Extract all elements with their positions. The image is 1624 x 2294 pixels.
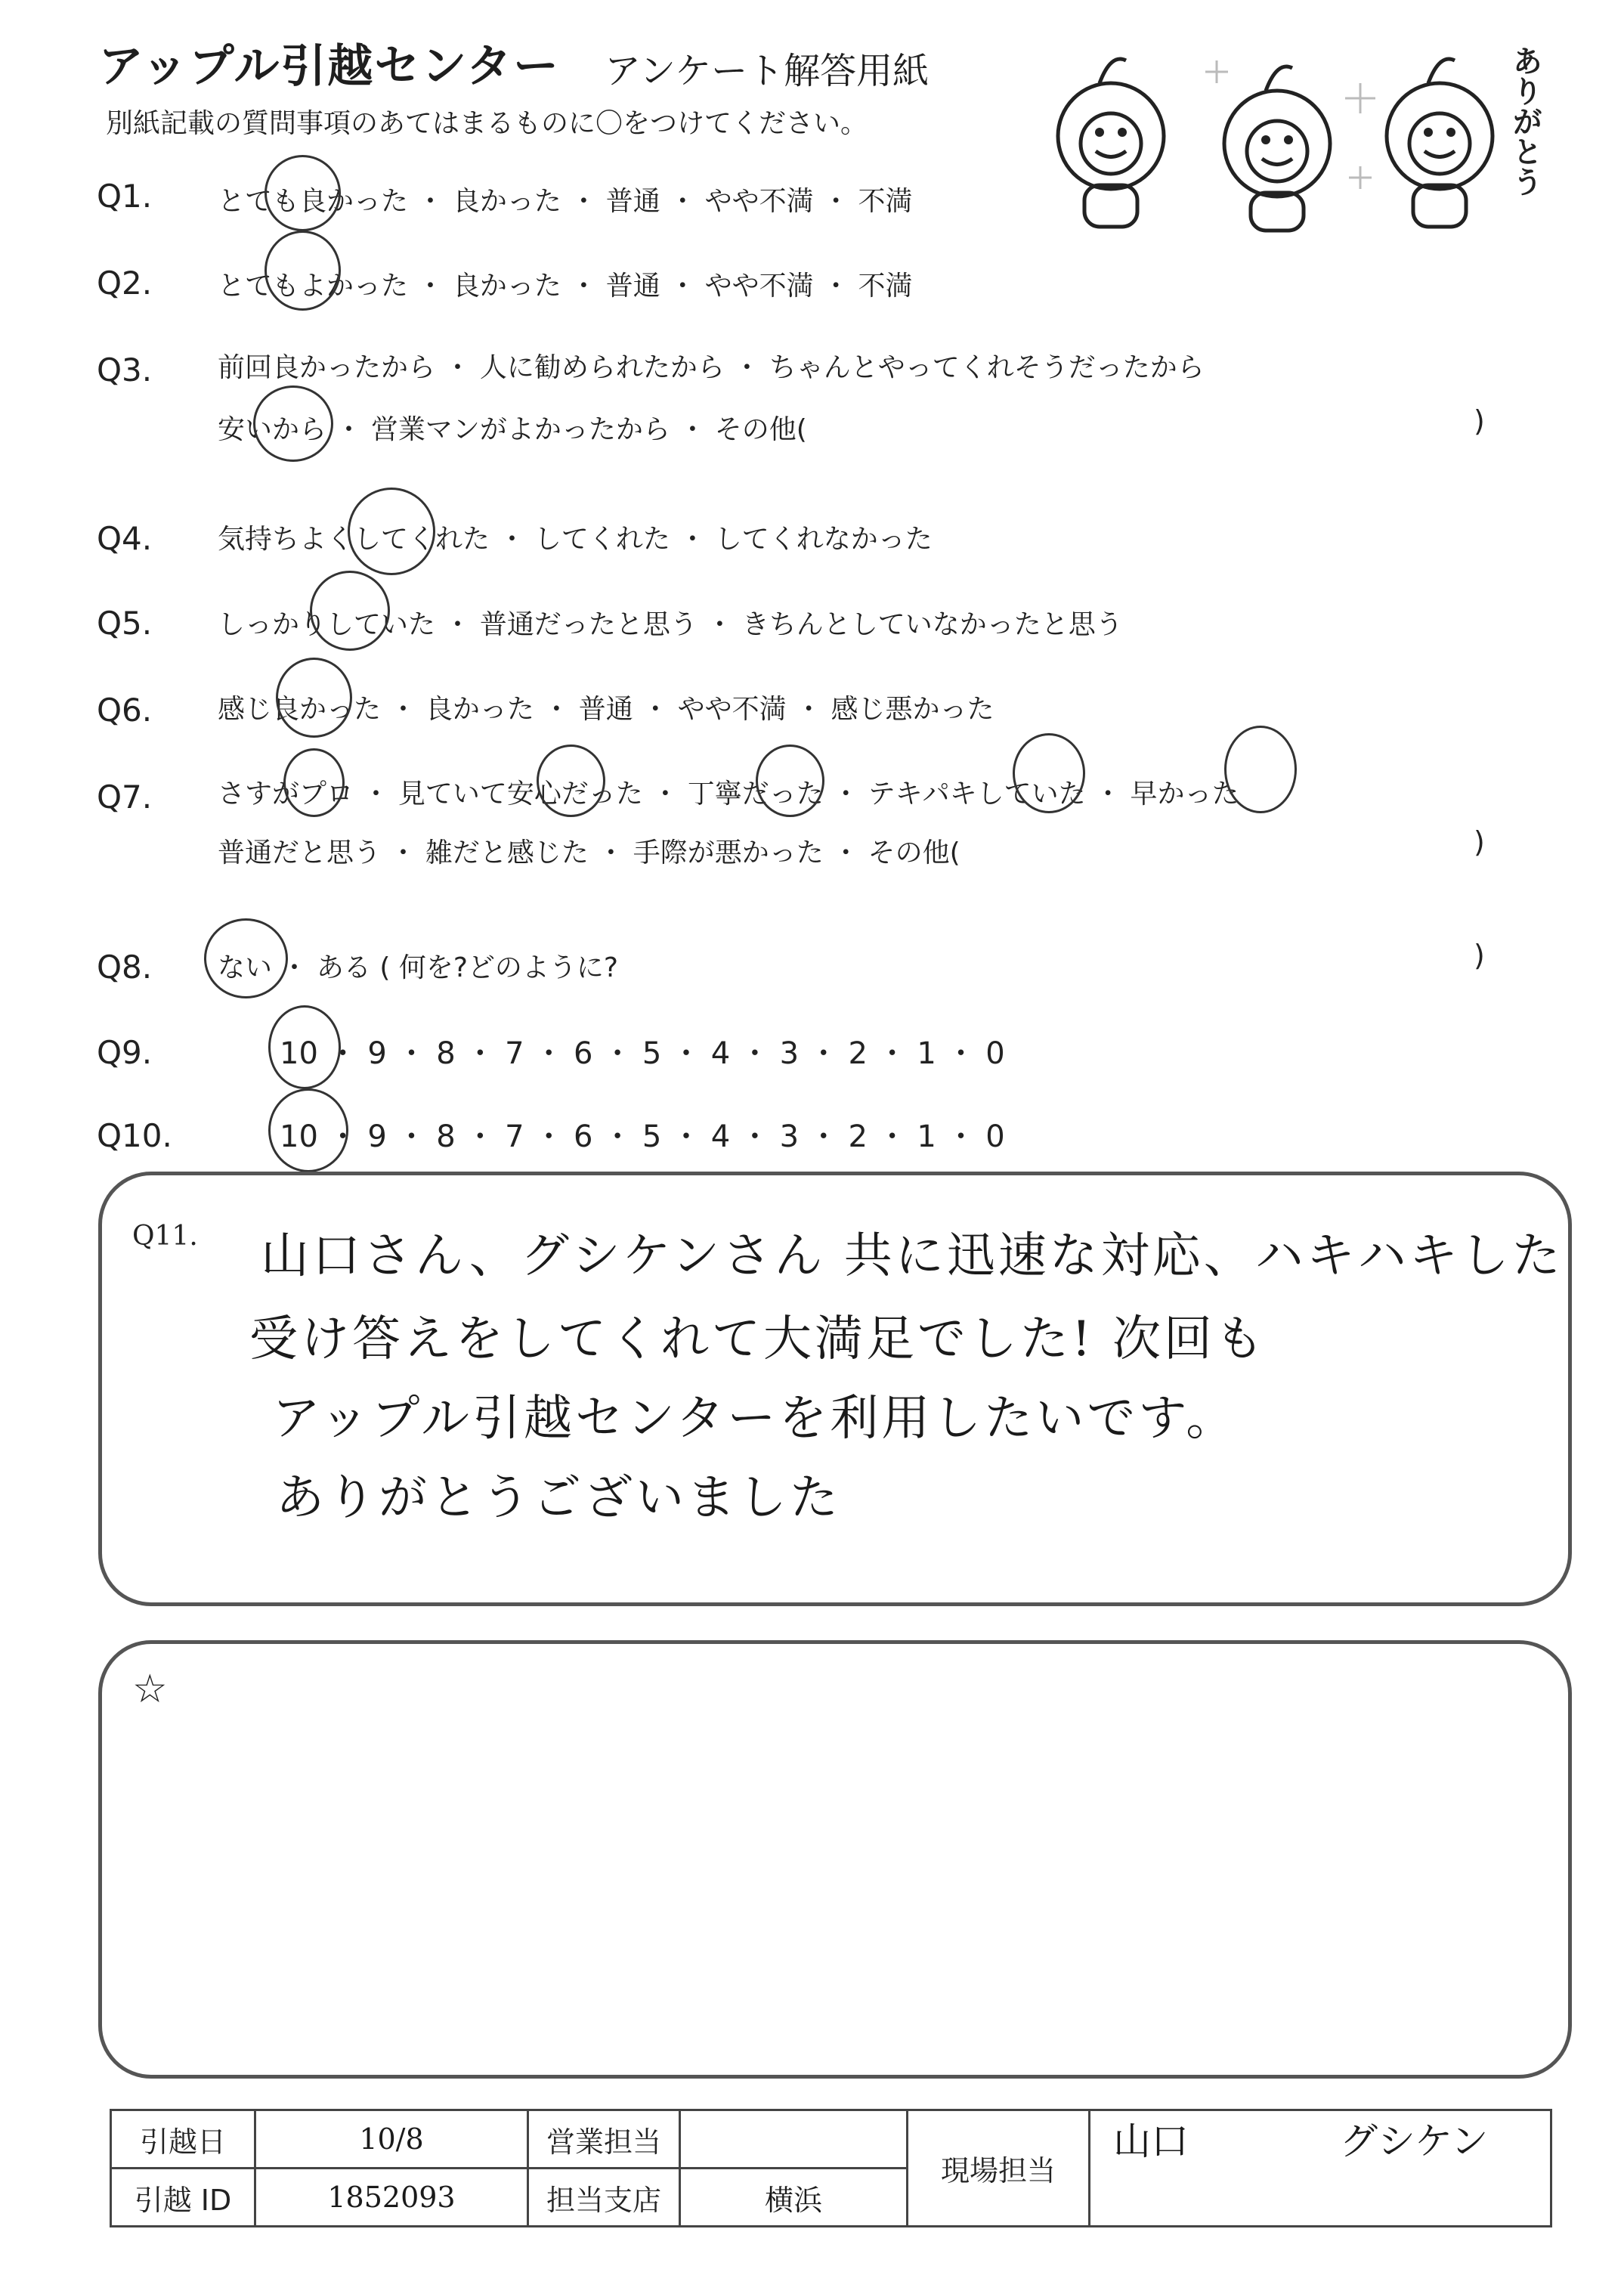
footer-table [110, 2109, 1552, 2227]
star-box [98, 1640, 1572, 2079]
q11-label: Q11. [132, 1221, 198, 1252]
q1-options: とても良かった ・ 良かった ・ 普通 ・ やや不満 ・ 不満 [218, 186, 913, 217]
selection-circle-q7-e [1224, 726, 1297, 813]
company-name: アップル引越センター [98, 40, 560, 93]
site-staff-1: 山口 [1113, 2119, 1189, 2163]
form-title: アンケート解答用紙 [605, 50, 930, 92]
move-id-label: 引越 ID [111, 2169, 255, 2227]
q3-number: Q3. [97, 351, 153, 389]
q3-close-paren: ) [1474, 404, 1485, 438]
site-staff-2: グシケン [1340, 2119, 1489, 2163]
branch-value: 横浜 [680, 2169, 908, 2227]
q11-comment-line1: 山口さん、グシケンさん 共に迅速な対応、ハキハキした [261, 1228, 1564, 1284]
q9-number: Q9. [97, 1034, 153, 1071]
selection-circle-q10 [268, 1088, 348, 1172]
selection-circle-q4 [348, 488, 435, 575]
selection-circle-q9 [268, 1005, 341, 1089]
q6-number: Q6. [97, 692, 153, 729]
q8-options: ない ・ ある ( 何を?どのように? [218, 952, 619, 983]
q5-number: Q5. [97, 605, 153, 642]
selection-circle-q7-b [537, 745, 605, 817]
branch-label: 担当支店 [528, 2169, 680, 2227]
q1-number: Q1. [97, 178, 153, 215]
mascot-thanks-text: ありがとう [1508, 45, 1542, 197]
q7-close-paren: ) [1474, 825, 1485, 859]
selection-circle-q6 [276, 658, 352, 738]
selection-circle-q2 [264, 231, 341, 311]
q10-number: Q10. [97, 1117, 172, 1154]
sales-label: 営業担当 [528, 2110, 680, 2169]
instruction-text: 別紙記載の質問事項のあてはまるものに〇をつけてください。 [106, 108, 868, 139]
q11-comment-line4: ありがとうございました [276, 1470, 841, 1526]
q7-number: Q7. [97, 779, 153, 816]
selection-circle-q1 [264, 155, 341, 231]
q7-options-line2: 普通だと思う ・ 雑だと感じた ・ 手際が悪かった ・ その他( [218, 837, 960, 868]
q7-options-line1: さすがプロ ・ 見ていて安心だった ・ 丁寧だった ・ テキパキしていた ・ 早かった [218, 779, 1239, 810]
q8-number: Q8. [97, 949, 153, 986]
site-staff-label: 現場担当 [908, 2110, 1090, 2227]
q4-options: 気持ちよくしてくれた ・ してくれた ・ してくれなかった [218, 524, 933, 555]
sales-value [680, 2110, 908, 2169]
q11-comment-line3: アップル引越センターを利用したいです。 [272, 1391, 1238, 1447]
q4-number: Q4. [97, 520, 153, 557]
mascot-illustration [1028, 30, 1527, 234]
selection-circle-q7-d [1013, 733, 1085, 813]
q9-scale: 10 ・ 9 ・ 8 ・ 7 ・ 6 ・ 5 ・ 4 ・ 3 ・ 2 ・ 1 ・ 0 [280, 1036, 1005, 1071]
q2-options: とてもよかった ・ 良かった ・ 普通 ・ やや不満 ・ 不満 [218, 271, 913, 302]
q3-options-line1: 前回良かったから ・ 人に勧められたから ・ ちゃんとやってくれそうだったから [218, 352, 1205, 383]
q6-options: 感じ良かった ・ 良かった ・ 普通 ・ やや不満 ・ 感じ悪かった [218, 694, 995, 725]
move-date-value: 10/8 [255, 2110, 528, 2169]
selection-circle-q7-a [283, 748, 345, 817]
q10-scale: 10 ・ 9 ・ 8 ・ 7 ・ 6 ・ 5 ・ 4 ・ 3 ・ 2 ・ 1 ・ 0 [280, 1119, 1005, 1154]
selection-circle-q8 [204, 918, 288, 998]
move-id-value: 1852093 [255, 2169, 528, 2227]
selection-circle-q7-c [756, 745, 824, 817]
selection-circle-q3 [253, 385, 333, 462]
move-date-label: 引越日 [111, 2110, 255, 2169]
q11-comment-line2: 受け答えをしてくれて大満足でした! 次回も [249, 1311, 1267, 1367]
q3-options-line2: 安いから ・ 営業マンがよかったから ・ その他( [218, 414, 807, 445]
q2-number: Q2. [97, 265, 153, 302]
star-icon: ☆ [132, 1667, 168, 1712]
q8-close-paren: ) [1474, 939, 1485, 972]
site-staff-cell [1090, 2110, 1551, 2227]
q5-options: しっかりしていた ・ 普通だったと思う ・ きちんとしていなかったと思う [218, 609, 1123, 640]
selection-circle-q5 [310, 571, 390, 651]
